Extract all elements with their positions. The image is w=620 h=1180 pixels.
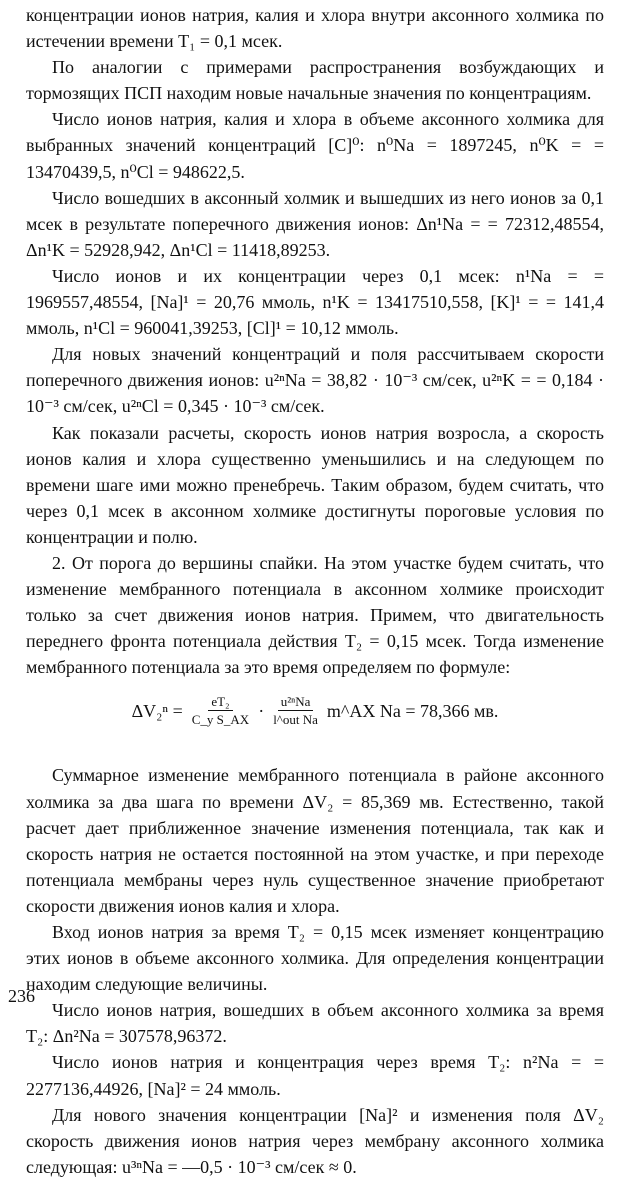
formula-fraction-2 xyxy=(270,694,321,727)
page-number: 236 xyxy=(8,986,35,1006)
formula-tail: m^AX Na = 78,366 мв. xyxy=(326,700,499,721)
paragraph: Число ионов натрия и концентрация через время T₂: n²Na = = 2277136,44926, [Na]² = 24 ммоль. xyxy=(26,1052,604,1099)
formula-lhs: ΔV₂ⁿ = xyxy=(131,700,183,721)
paragraph: По аналогии с примерами распространения возбуждающих и тормозящих ПСП находим новые начальные значения по концентрациям. xyxy=(26,57,604,104)
paragraph: 2. От порога до вершины спайки. На этом участке будем считать, что изменение мембранного потенциала в аксонном холмике происходит только за счет движения ионов натрия. Примем, что двигательность переднего фронта потенциала действия T₂ = 0,15 мсек. Тогда изменение мембранного потенциала за это время определяем по формуле: xyxy=(26,552,604,678)
fraction-denominator: l^out Na xyxy=(273,712,318,728)
page-body xyxy=(26,2,604,1180)
fraction-denominator: C_y S_AX xyxy=(191,712,250,728)
paragraph: Суммарное изменение мембранного потенциала в районе аксонного холмика за два шага по времени ΔV₂ = 85,369 мв. Естественно, такой расчет дает приближенное значение изменения потенциала, так как и скорость натрия не остается постоянной на этом участке, и при переходе потенциала мембраны через нуль существенное значение приобретают скорости движения ионов калия и хлора. xyxy=(26,765,604,916)
paragraph: Для новых значений концентраций и поля рассчитываем скорости поперечного движения ионов: u²ⁿNa = 38,82 · 10⁻³ см/сек, u²ⁿK = = 0,184 · 10⁻³ см/сек, u²ⁿCl = 0,345 · 10⁻³ см/сек. xyxy=(26,344,604,417)
paragraph: Число вошедших в аксонный холмик и вышедших из него ионов за 0,1 мсек в результате поперечного движения ионов: Δn¹Na = = 72312,48554, Δn¹K = 52928,942, Δn¹Cl = 11418,89253. xyxy=(26,187,604,260)
paragraph: Число ионов натрия, калия и хлора в объеме аксонного холмика для выбранных значений концентраций [C]⁰: n⁰Na = 1897245, n⁰K = = 13470439,5, n⁰Cl = 948622,5. xyxy=(26,109,604,182)
paragraph: Как показали расчеты, скорость ионов натрия возросла, а скорость ионов калия и хлора существенно уменьшились и на следующем по времени шаге ими можно пренебречь. Таким образом, будем считать, что через 0,1 мсек в аксонном холмике достигнуты пороговые условия по концентрации и полю. xyxy=(26,422,604,547)
formula-fraction-1 xyxy=(189,694,252,727)
formula xyxy=(26,694,604,750)
paragraph: Число ионов и их концентрации через 0,1 мсек: n¹Na = = 1969557,48554, [Na]¹ = 20,76 ммоль, n¹K = 13417510,558, [K]¹ = = 141,4 ммоль, n¹Cl = 960041,39253, [Cl]¹ = 10,12 ммоль. xyxy=(26,265,604,339)
paragraph: Вход ионов натрия за время T₂ = 0,15 мсек изменяет концентрацию этих ионов в объеме аксонного холмика. Для определения концентрации находим следующие величины. xyxy=(26,922,604,995)
fraction-numerator: eT₂ xyxy=(208,694,232,711)
paragraph: Число ионов натрия, вошедших в объем аксонного холмика за время T₂: Δn²Na = 307578,96372. xyxy=(26,1000,604,1047)
formula-dot: · xyxy=(258,700,265,721)
fraction-numerator: u²ⁿNa xyxy=(278,694,314,711)
paragraph: Для нового значения концентрации [Na]² и изменения поля ΔV₂ скорость движения ионов натрия через мембрану аксонного холмика следующая: u³ⁿNa = —0,5 · 10⁻³ см/сек ≈ 0. xyxy=(26,1104,604,1177)
paragraph: концентрации ионов натрия, калия и хлора внутри аксонного холмика по истечении времени T₁ = 0,1 мсек. xyxy=(26,5,604,52)
